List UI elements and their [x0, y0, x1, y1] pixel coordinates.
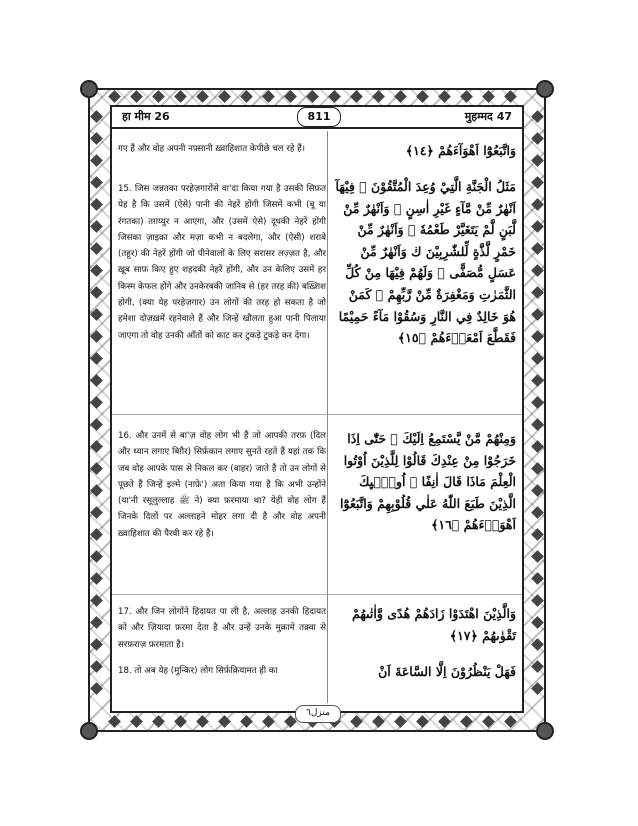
arabic-verse: مَثَلُ الْجَنَّةِ الَّتِيْ وُعِدَ الْمُتَّقُوْنَ ۭ فِيْهَآ اَنْهٰرٌ مِّنْ مَّآءٍ غَيْرِ اٰسِنٍ ۚ وَاَنْهٰرٌ مِّنْ لَّبَنٍ لَّمْ يَتَغَيَّرْ طَعْمُهٗ ۚ وَاَنْهٰرٌ مِّنْ خَمْرٍ لَّذَّةٍ لِّلشّٰرِبِيْنَ ڬ وَاَنْهٰرٌ مِّنْ عَسَلٍ مُّصَفًّى ۭ وَلَهُمْ فِيْهَا مِنْ كُلِّ الثَّمَرٰتِ وَمَغْفِرَةٌ مِّنْ رَّبِّهِمْ ۭ كَمَنْ هُوَ خَالِدٌ فِي النَّارِ وَسُقُوْا مَآءً حَمِيْمًا فَقَطَّعَ اَمْعَاۗءَهُمْ ﴿١٥﴾: [335, 179, 516, 346]
corner-ornament-icon: [536, 722, 554, 740]
column-divider: [327, 131, 328, 703]
arabic-verse: وَالَّذِيْنَ اهْتَدَوْا زَادَهُمْ هُدًى وَّاٰتٰىهُمْ تَقْوٰىهُمْ ﴿١٧﴾: [352, 606, 516, 643]
corner-ornament-icon: [536, 80, 554, 98]
corner-ornament-icon: [80, 80, 98, 98]
page-header: [112, 107, 522, 129]
translation-text: 18. तो अब येह (मुन्किर) लोग सिर्फ़क़ियामत ही का: [118, 666, 278, 676]
translation-text: गए हैं और वोह अपनी नफ़्सानी ख़्वाहिशात केपीछे चल रहे हैं।: [118, 144, 305, 154]
arabic-verse: وَاتَّبَعُوْٓا اَهْوَآءَهُمْ ﴿١٤﴾: [405, 143, 516, 158]
section-separator: [112, 414, 522, 415]
section-separator: [112, 594, 522, 595]
corner-ornament-icon: [80, 722, 98, 740]
surah-left-title: हा मीम 26: [122, 110, 170, 123]
arabic-verse: وَمِنْهُمْ مَّنْ يَّسْتَمِعُ اِلَيْكَ ۚ حَتّٰٓى اِذَا خَرَجُوْا مِنْ عِنْدِكَ قَالُوْا لِلَّذِيْنَ اُوْتُوا الْعِلْمَ مَاذَا قَالَ اٰنِفًا ۣ اُولٰۗىِٕكَ الَّذِيْنَ طَبَعَ اللّٰهُ عَلٰي قُلُوْبِهِمْ وَاتَّبَعُوْٓا اَهْوَاۗءَهُمْ ﴿١٦﴾: [340, 431, 516, 533]
arabic-verse: فَهَلْ يَنْظُرُوْنَ اِلَّا السَّاعَةَ اَنْ: [378, 664, 516, 679]
translation-text: 17. और जिन लोगोंने हिदायत पा ली है, अल्लाह उनकी हिदायत को और ज़ियादा फ़रमा देता है और उन्हें उनके मुक़ामे तक़्वा से सरफ़राज़ फ़रमाता है।: [118, 607, 326, 650]
translation-text: 15. जिस जन्नतका परहेज़गारोंसे वा'दा किया गया है उसकी सिफ़त येह है कि उसमें (ऐसे) पानी की नेहरें होंगी जिसमें कभी (बू या रंगतका) तग़य्युर न आएगा, और (उसमें ऐसे) दूधकी नेहरें होंगी जिसका ज़ाइक़ा और मज़ा कभी न बदलेगा, और (ऐसी) शराबे (तहूर) की नेहरें होंगी जो पीनेवालों के लिए सरासर लज़्ज़त है, और ख़ूब साफ़ किए हुए शहदकी नेहरें होंगी, और उन केलिए उसमें हर किस्म केफल होंगे और उनकेरबकी जानिब से (हर तरह की) बख़्शिश होगी, (क्या येह परहेज़गार) उन लोगों की तरह हो सकता है जो हमेशा दोज़ख़में रहनेवाले हैं और जिन्हें खौलता हुआ पानी पिलाया जाएगा तो वोह उनकी आँतों को काट कर टुकड़े टुकड़े कर देगा।: [118, 184, 326, 341]
translation-text: 16. और उनमें से बा'ज़ वोह लोग भी हैं जो आपकी तरफ़ (दिल और ध्यान लगाए बिग़ैर) सिर्फ़कान लगाए सुनते रहते हैं यहां तक कि जब वोह आपके पास से निकल कर (बाहर) जाते हैं तो उन लोगों से पूछते हैं जिन्हें इल्मे (नाफ़े') अता किया गया है कि अभी उन्होंने (या'नी रसूलुल्लाह ﷺ ने) क्या फ़रमाया था? येही वोह लोग हैं जिनके दिलों पर अल्लाहने मोहर लगा दी है और वोह अपनी ख़्वाहिशात की पैरवी कर रहे हैं।: [118, 431, 326, 539]
manzil-label: منزل٦: [295, 705, 341, 723]
surah-right-title: मुहम्मद 47: [464, 110, 512, 123]
page-number: 811: [297, 107, 341, 127]
